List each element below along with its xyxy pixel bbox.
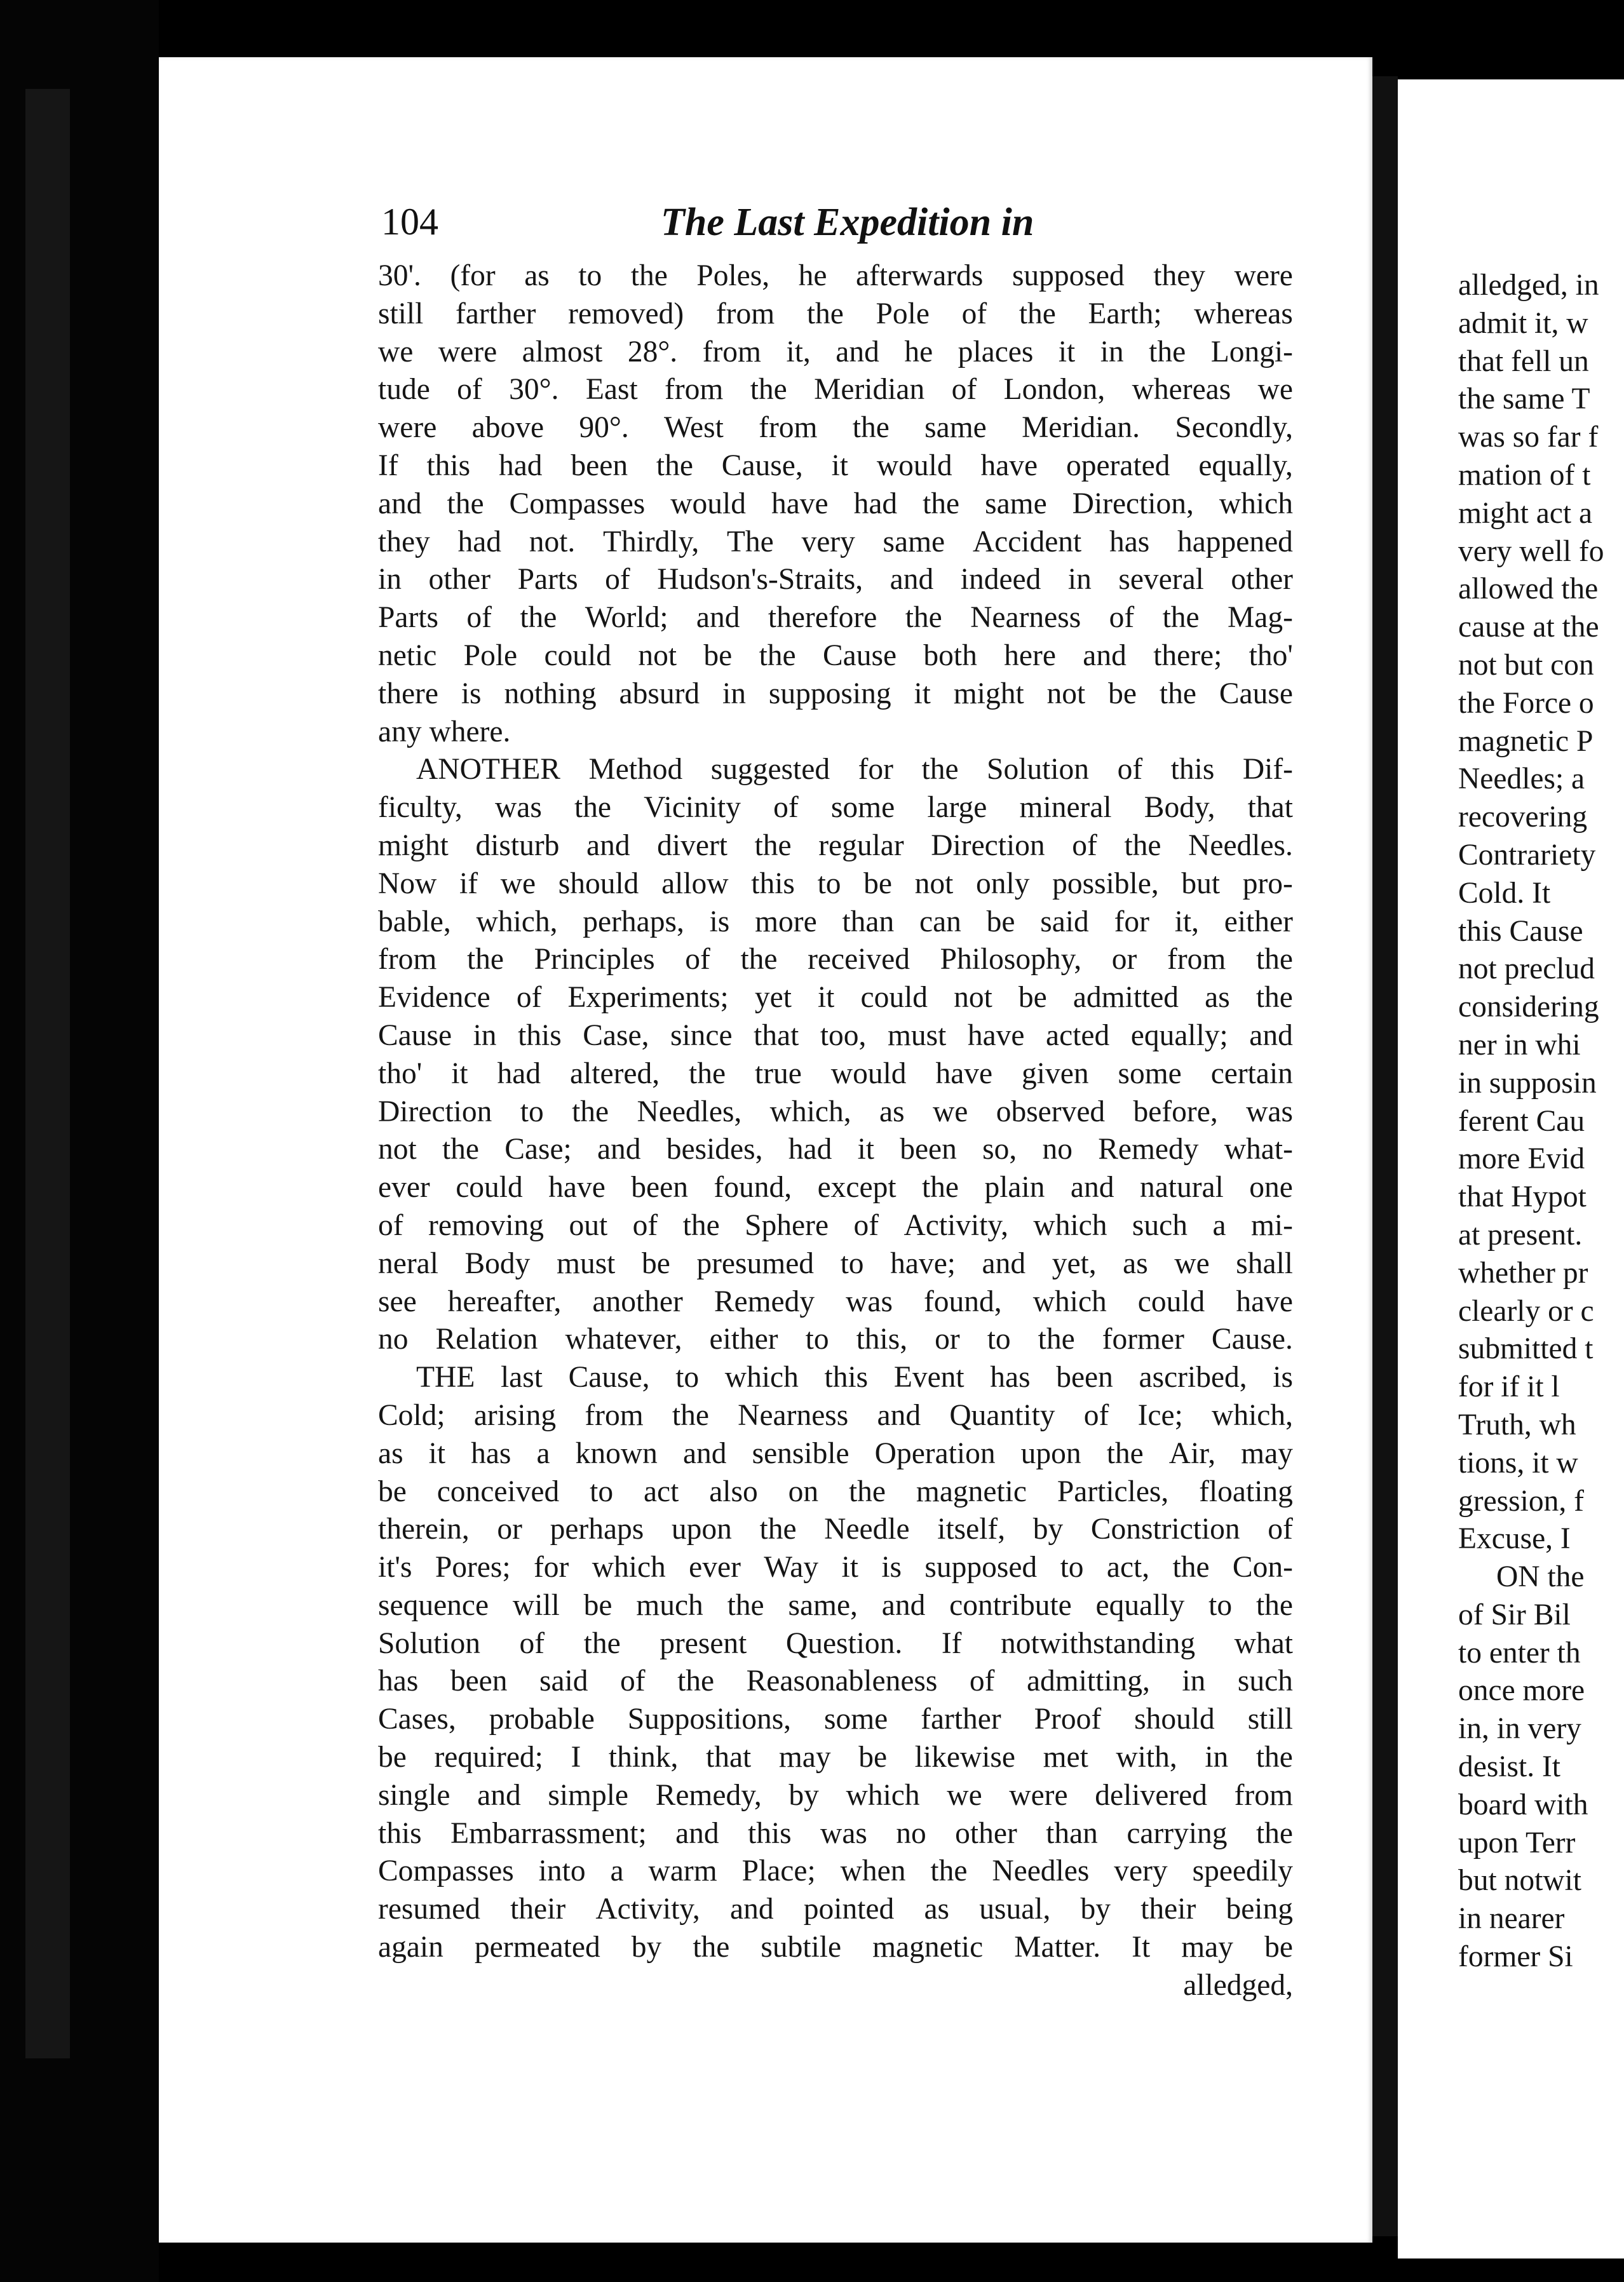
text-line: ner in whi xyxy=(1458,1028,1581,1062)
book-gutter xyxy=(1372,76,1398,2236)
text-line: sequence will be much the same, and contribute equally to the xyxy=(378,1588,1293,1622)
text-line: Direction to the Needles, which, as we observed before, was xyxy=(378,1095,1293,1128)
text-line: bable, which, perhaps, is more than can be said for it, either xyxy=(378,905,1293,938)
text-line: admit it, w xyxy=(1458,306,1588,340)
text-line: cause at the xyxy=(1458,611,1599,644)
text-line: Needles; a xyxy=(1458,762,1585,796)
text-line: but notwit xyxy=(1458,1864,1581,1898)
page-number: 104 xyxy=(381,201,438,243)
text-line: tions, it w xyxy=(1458,1446,1578,1480)
spine-shadow xyxy=(25,89,70,2058)
text-line: and the Compasses would have had the same Direction, which xyxy=(378,487,1293,520)
text-line: there is nothing absurd in supposing it might not be the Cause xyxy=(378,677,1293,710)
text-line: ficulty, was the Vicinity of some large mineral Body, that xyxy=(378,791,1293,825)
text-line: might disturb and divert the regular Direction of the Needles. xyxy=(378,828,1293,862)
text-line: that Hypot xyxy=(1458,1180,1587,1214)
text-line: in, in very xyxy=(1458,1712,1581,1746)
text-line: alledged, in xyxy=(1458,269,1599,302)
text-line: be conceived to act also on the magnetic Particles, floating xyxy=(378,1475,1293,1508)
right-page-text xyxy=(1458,267,1624,1976)
text-line: Parts of the World; and therefore the Nearness of the Mag- xyxy=(378,601,1293,635)
running-title: The Last Expedition in xyxy=(661,201,1034,244)
text-line: netic Pole could not be the Cause both here and there; tho' xyxy=(378,638,1293,672)
text-line: Compasses into a warm Place; when the Needles very speedily xyxy=(378,1854,1293,1888)
text-line: were above 90°. West from the same Meridian. Secondly, xyxy=(378,411,1293,445)
text-line: of removing out of the Sphere of Activity, which such a mi- xyxy=(378,1208,1293,1242)
text-line: the Force o xyxy=(1458,686,1594,720)
text-line: once more xyxy=(1458,1674,1585,1708)
text-line: any where. xyxy=(378,715,511,748)
text-line: ANOTHER Method suggested for the Solution of this Dif- xyxy=(416,753,1293,787)
text-line: Truth, wh xyxy=(1458,1408,1576,1441)
text-line: therein, or perhaps upon the Needle itself, by Constriction of xyxy=(378,1513,1293,1546)
text-line: mation of t xyxy=(1458,458,1591,492)
text-line: not but con xyxy=(1458,648,1594,682)
text-line: THE last Cause, to which this Event has been ascribed, is xyxy=(416,1361,1293,1394)
text-line: ferent Cau xyxy=(1458,1104,1585,1138)
text-line: very well fo xyxy=(1458,534,1604,568)
text-line: from the Principles of the received Philosophy, or from the xyxy=(378,943,1293,976)
text-line: in nearer xyxy=(1458,1902,1565,1936)
catchword: alledged, xyxy=(1183,1968,1293,2002)
text-line: still farther removed) from the Pole of the Earth; whereas xyxy=(378,297,1293,330)
text-line: considering xyxy=(1458,990,1599,1024)
text-line: recovering xyxy=(1458,800,1588,834)
text-line: tho' it had altered, the true would have given some certain xyxy=(378,1057,1293,1090)
book-spine xyxy=(0,0,159,2282)
text-line: 30'. (for as to the Poles, he afterwards supposed they were xyxy=(378,259,1293,292)
text-line: Excuse, I xyxy=(1458,1522,1571,1556)
text-line: for if it l xyxy=(1458,1370,1560,1404)
text-line: clearly or c xyxy=(1458,1294,1594,1328)
text-line: ON the xyxy=(1496,1560,1585,1594)
text-line: might act a xyxy=(1458,496,1593,530)
text-line: was so far f xyxy=(1458,421,1599,454)
text-line: former Si xyxy=(1458,1940,1573,1974)
text-line: this Embarrassment; and this was no other than carrying the xyxy=(378,1816,1293,1850)
text-line: to enter th xyxy=(1458,1636,1581,1670)
text-line: If this had been the Cause, it would have operated equally, xyxy=(378,449,1293,482)
text-line: this Cause xyxy=(1458,914,1583,948)
text-line: Evidence of Experiments; yet it could not be admitted as the xyxy=(378,981,1293,1015)
text-line: more Evid xyxy=(1458,1142,1585,1176)
text-line: desist. It xyxy=(1458,1750,1560,1784)
text-line: again permeated by the subtile magnetic Matter. It may be xyxy=(378,1931,1293,1964)
text-line: magnetic P xyxy=(1458,724,1594,758)
text-line: that fell un xyxy=(1458,344,1589,378)
text-line: not preclud xyxy=(1458,952,1595,986)
text-line: has been said of the Reasonableness of admitting, in such xyxy=(378,1664,1293,1698)
text-line: single and simple Remedy, by which we were delivered from xyxy=(378,1778,1293,1812)
text-line: Solution of the present Question. If notwithstanding what xyxy=(378,1626,1293,1660)
text-line: neral Body must be presumed to have; and yet, as we shall xyxy=(378,1246,1293,1280)
text-line: as it has a known and sensible Operation upon the Air, may xyxy=(378,1436,1293,1470)
text-line: of Sir Bil xyxy=(1458,1598,1571,1631)
text-line: Cases, probable Suppositions, some farther Proof should still xyxy=(378,1703,1293,1736)
text-line: not the Case; and besides, had it been so, no Remedy what- xyxy=(378,1133,1293,1166)
text-line: at present. xyxy=(1458,1218,1583,1252)
left-page-text xyxy=(378,257,1293,2005)
text-line: gression, f xyxy=(1458,1484,1584,1518)
text-line: we were almost 28°. from it, and he places it in the Longi- xyxy=(378,335,1293,368)
text-line: Cold. It xyxy=(1458,876,1551,910)
text-line: no Relation whatever, either to this, or to the former Cause. xyxy=(378,1323,1293,1356)
text-line: Now if we should allow this to be not only possible, but pro- xyxy=(378,867,1293,900)
text-line: it's Pores; for which ever Way it is supposed to act, the Con- xyxy=(378,1551,1293,1584)
text-line: whether pr xyxy=(1458,1256,1588,1290)
text-line: Contrariety xyxy=(1458,838,1596,872)
text-line: Cause in this Case, since that too, must have acted equally; and xyxy=(378,1018,1293,1052)
text-line: in other Parts of Hudson's-Straits, and indeed in several other xyxy=(378,563,1293,597)
text-line: the same T xyxy=(1458,382,1590,416)
text-line: in supposin xyxy=(1458,1066,1597,1100)
text-line: upon Terr xyxy=(1458,1826,1576,1860)
text-line: ever could have been found, except the plain and natural one xyxy=(378,1171,1293,1205)
text-line: they had not. Thirdly, The very same Accident has happened xyxy=(378,525,1293,558)
text-line: be required; I think, that may be likewise met with, in the xyxy=(378,1741,1293,1774)
text-line: see hereafter, another Remedy was found, which could have xyxy=(378,1285,1293,1318)
text-line: submitted t xyxy=(1458,1332,1594,1366)
text-line: allowed the xyxy=(1458,572,1599,606)
text-line: tude of 30°. East from the Meridian of London, whereas we xyxy=(378,373,1293,407)
text-line: board with xyxy=(1458,1788,1588,1821)
text-line: Cold; arising from the Nearness and Quantity of Ice; which, xyxy=(378,1398,1293,1432)
text-line: resumed their Activity, and pointed as usual, by their being xyxy=(378,1893,1293,1926)
